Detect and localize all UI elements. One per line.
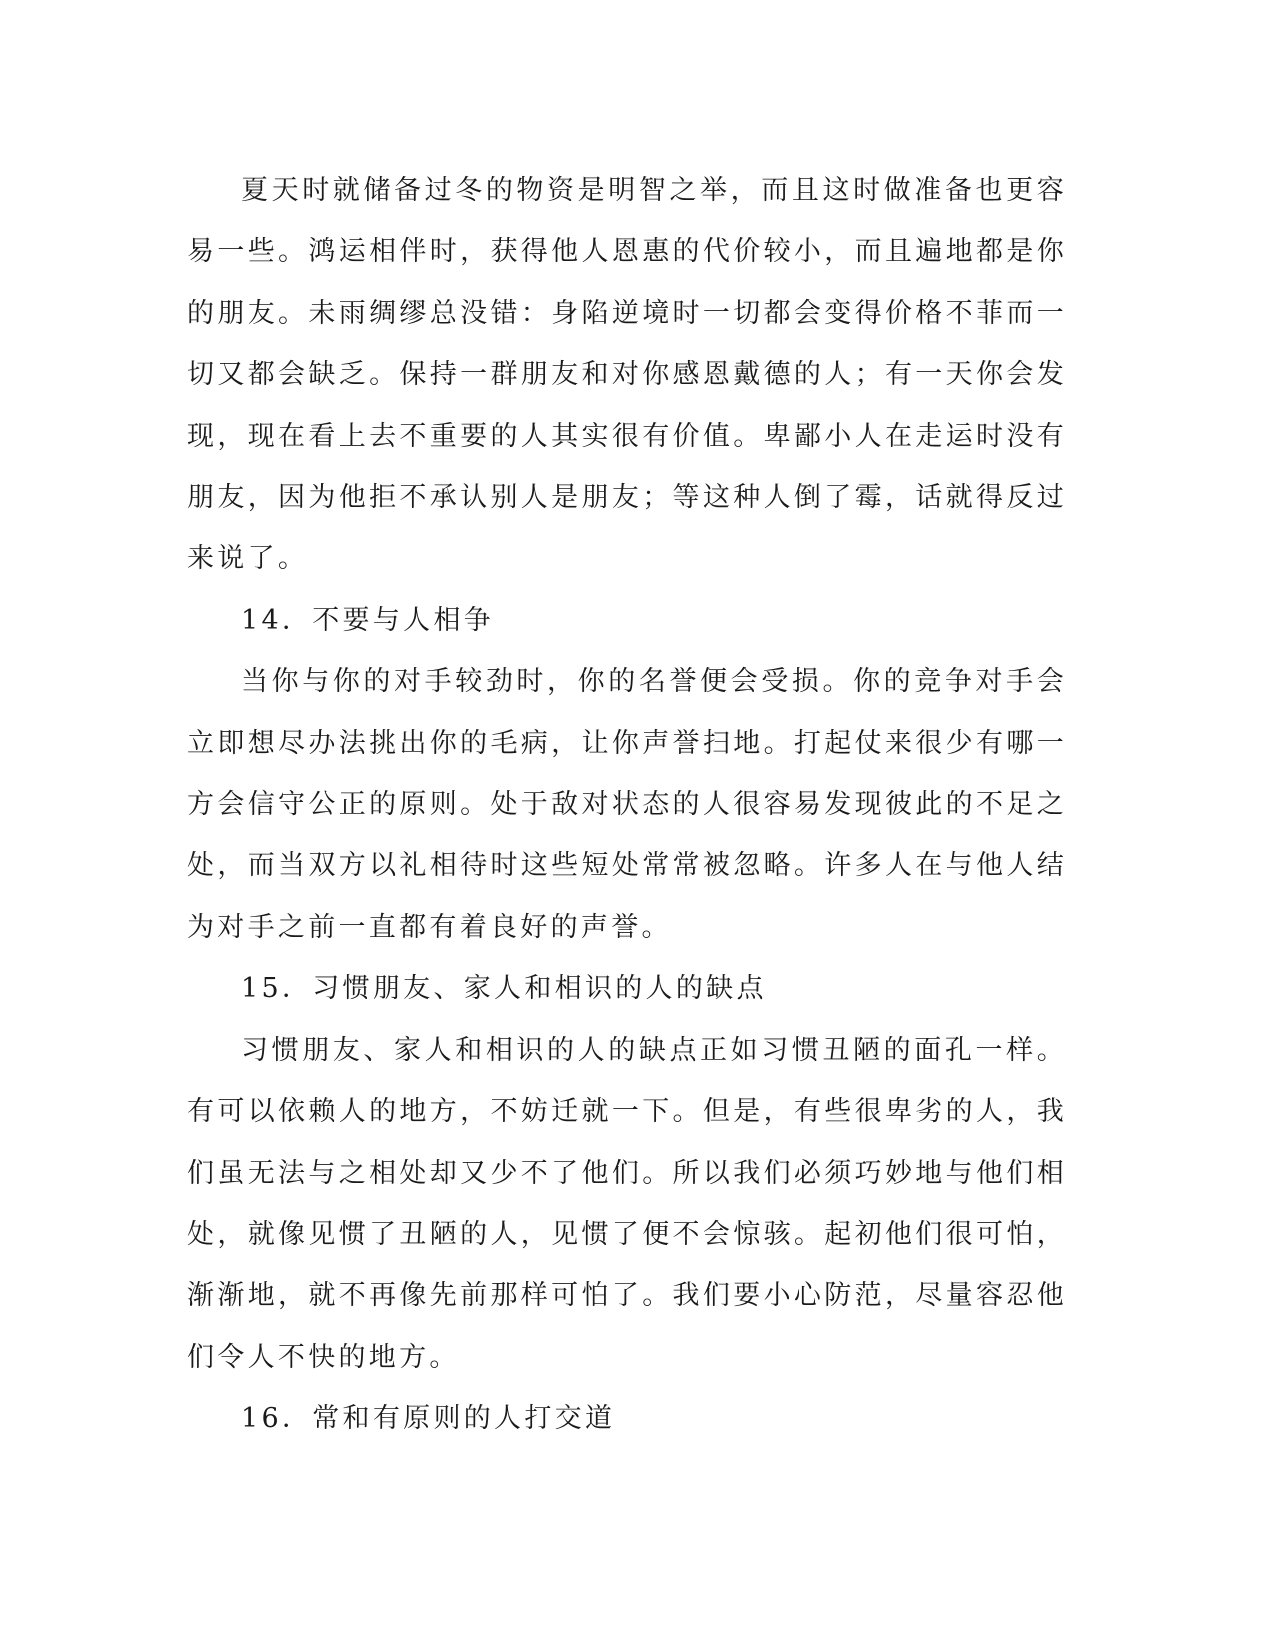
section-heading-15: 15．习惯朋友、家人和相识的人的缺点 [241, 973, 767, 1005]
section-heading-16: 16．常和有原则的人打交道 [241, 1403, 616, 1435]
paragraph-rivalry: 当你与你的对手较劲时，你的名誉便会受损。你的竞争对手会立即想尽办法挑出你的毛病，让你声誉扫地。打起仗来很少有哪一方会信守公正的原则。处于敌对状态的人很容易发现彼此的不足之处，而当双方以礼相待时这些短处常常被忽略。许多人在与他人结为对手之前一直都有着良好的声誉。 [187, 666, 1067, 943]
paragraph-tolerate-flaws: 习惯朋友、家人和相识的人的缺点正如习惯丑陋的面孔一样。有可以依赖人的地方，不妨迁就一下。但是，有些很卑劣的人，我们虽无法与之相处却又少不了他们。所以我们必须巧妙地与他们相处，就像见惯了丑陋的人，见惯了便不会惊骇。起初他们很可怕，渐渐地，就不再像先前那样可怕了。我们要小心防范，尽量容忍他们令人不快的地方。 [187, 1034, 1067, 1373]
document-body [187, 160, 1067, 1450]
paragraph-summer-preparation: 夏天时就储备过冬的物资是明智之举，而且这时做准备也更容易一些。鸿运相伴时，获得他人恩惠的代价较小，而且遍地都是你的朋友。未雨绸缪总没错：身陷逆境时一切都会变得价格不菲而一切又都会缺乏。保持一群朋友和对你感恩戴德的人；有一天你会发现，现在看上去不重要的人其实很有价值。卑鄙小人在走运时没有朋友，因为他拒不承认别人是朋友；等这种人倒了霉，话就得反过来说了。 [187, 175, 1067, 575]
section-heading-14: 14．不要与人相争 [241, 604, 495, 636]
